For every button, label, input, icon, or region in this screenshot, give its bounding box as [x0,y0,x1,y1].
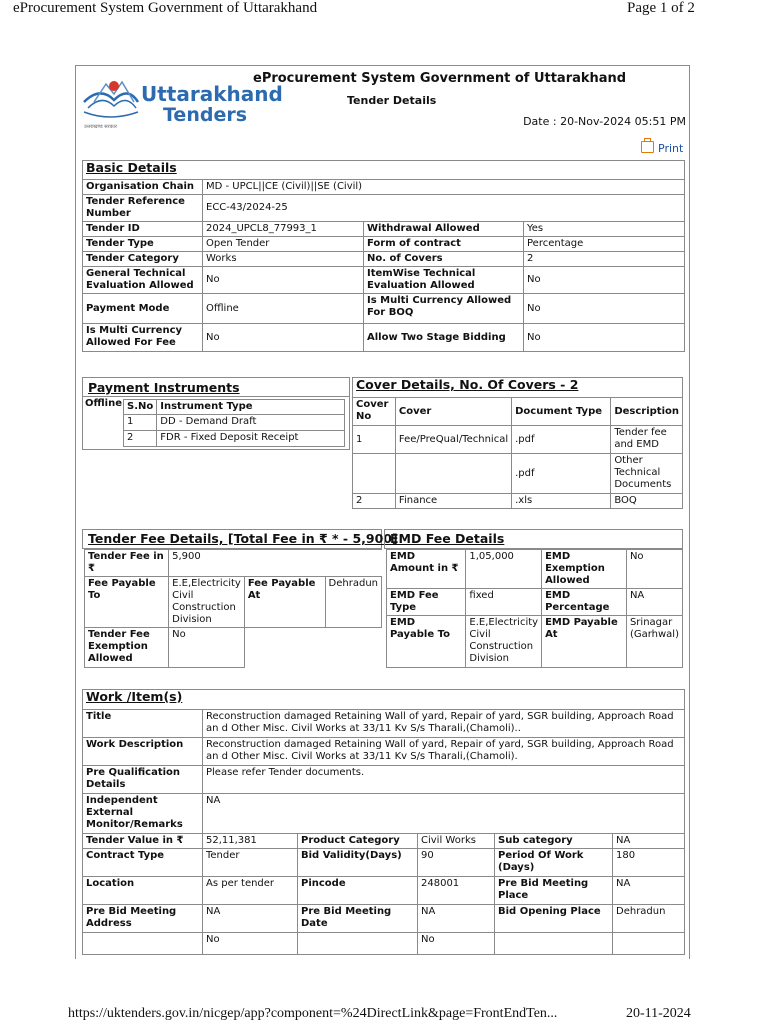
no-covers-label: No. of Covers [364,252,524,267]
pincode-label: Pincode [298,877,418,905]
gte-label: General Technical Evaluation Allowed [83,267,203,294]
cover-row-no: 1 [353,426,396,454]
col-document-type: Document Type [512,398,611,426]
cover-row-desc: BOQ [611,494,683,509]
pincode-value: 248001 [418,877,495,905]
multi-currency-boq-value: No [524,294,685,324]
ite-value: No [524,267,685,294]
last-row-value: No [203,933,298,955]
bid-opening-place-label: Bid Opening Place [495,905,613,933]
work-items-heading: Work /Item(s) [86,689,183,704]
emd-payable-at-value: Srinagar (Garhwal) [626,616,682,668]
pre-bid-date-value: NA [418,905,495,933]
tender-ref-label: Tender Reference Number [83,195,203,222]
cover-row-no: 2 [353,494,396,509]
tender-type-value: Open Tender [203,237,364,252]
brand-name-line2: Tenders [163,104,248,126]
pre-bid-address-value: NA [203,905,298,933]
print-link[interactable] [641,141,683,155]
pre-qualification-value: Please refer Tender documents. [203,766,685,794]
iem-label: Independent External Monitor/Remarks [83,794,203,834]
fee-payable-at-label: Fee Payable At [244,577,325,628]
col-cover-no: Cover No [353,398,396,426]
pre-qualification-label: Pre Qualification Details [83,766,203,794]
product-category-value: Civil Works [418,834,495,849]
cover-row-doc: .pdf [512,454,611,494]
basic-details-table [82,160,685,352]
print-page-number: Page 1 of 2 [627,0,695,16]
tender-value-value: 52,11,381 [203,834,298,849]
tender-category-label: Tender Category [83,252,203,267]
print-footer-date: 20-11-2024 [626,1006,691,1021]
form-contract-value: Percentage [524,237,685,252]
payment-instruments-heading: Payment Instruments [88,380,240,395]
cover-row-doc: .xls [512,494,611,509]
payment-mode-offline: Offline [85,398,122,409]
emd-exemption-label: EMD Exemption Allowed [542,550,627,589]
withdrawal-value: Yes [524,222,685,237]
two-stage-label: Allow Two Stage Bidding [364,324,524,352]
tender-fee-heading: Tender Fee Details, [Total Fee in ₹ * - 5,900] [88,531,398,546]
work-title-value: Reconstruction damaged Retaining Wall of yard, Repair of yard, SGR building, Approach Road an d Other Misc. Civil Works at 33/11 Kv S/s Tharali,(Chamoli).. [203,710,685,738]
tender-value-label: Tender Value in ₹ [83,834,203,849]
col-instrument-type: Instrument Type [157,400,345,415]
org-chain-label: Organisation Chain [83,180,203,195]
cover-details-heading: Cover Details, No. Of Covers - 2 [356,377,579,392]
print-footer-url: https://uktenders.gov.in/nicgep/app?component=%24DirectLink&page=FrontEndTen... [68,1006,558,1021]
period-work-value: 180 [613,849,685,877]
emd-fee-table [386,549,683,668]
tender-fee-table [84,549,382,668]
fee-payable-to-value: E.E,Electricity Civil Construction Division [169,577,245,628]
tender-category-value: Works [203,252,364,267]
tender-type-label: Tender Type [83,237,203,252]
bid-validity-label: Bid Validity(Days) [298,849,418,877]
iem-value: NA [203,794,685,834]
location-value: As per tender [203,877,298,905]
document-title: eProcurement System Government of Uttarakhand [253,71,627,86]
withdrawal-label: Withdrawal Allowed [364,222,524,237]
sub-category-label: Sub category [495,834,613,849]
emd-amount-value: 1,05,000 [466,550,542,589]
cover-row-cover [395,454,511,494]
cover-row-desc: Tender fee and EMD [611,426,683,454]
col-sno: S.No [124,400,157,415]
multi-currency-fee-value: No [203,324,364,352]
col-cover: Cover [395,398,511,426]
location-label: Location [83,877,203,905]
emd-percentage-value: NA [626,589,682,616]
tender-fee-value: 5,900 [169,550,382,577]
fee-payable-at-value: Dehradun [325,577,381,628]
bid-validity-value: 90 [418,849,495,877]
emd-fee-type-label: EMD Fee Type [387,589,466,616]
fee-exemption-value: No [169,628,245,668]
instrument-type: DD - Demand Draft [157,415,345,431]
tender-id-label: Tender ID [83,222,203,237]
pre-bid-address-label: Pre Bid Meeting Address [83,905,203,933]
cover-row-cover: Finance [395,494,511,509]
two-stage-value: No [524,324,685,352]
emd-fee-type-value: fixed [466,589,542,616]
work-description-value: Reconstruction damaged Retaining Wall of yard, Repair of yard, SGR building, Approach Road an d Other Misc. Civil Works at 33/11 Kv S/s Tharali,(Chamoli). [203,738,685,766]
instrument-table [123,399,345,447]
emd-exemption-value: No [626,550,682,589]
pre-bid-place-label: Pre Bid Meeting Place [495,877,613,905]
form-contract-label: Form of contract [364,237,524,252]
print-label: Print [658,142,684,155]
tender-ref-value: ECC-43/2024-25 [203,195,685,222]
sub-category-value: NA [613,834,685,849]
cover-row-no [353,454,396,494]
emd-percentage-label: EMD Percentage [542,589,627,616]
multi-currency-fee-label: Is Multi Currency Allowed For Fee [83,324,203,352]
payment-mode-label: Payment Mode [83,294,203,324]
brand-name-line1: Uttarakhand [141,82,283,106]
col-description: Description [611,398,683,426]
cover-row-desc: Other Technical Documents [611,454,683,494]
pre-bid-place-value: NA [613,877,685,905]
cover-row-doc: .pdf [512,426,611,454]
emd-payable-to-label: EMD Payable To [387,616,466,668]
multi-currency-boq-label: Is Multi Currency Allowed For BOQ [364,294,524,324]
work-description-label: Work Description [83,738,203,766]
printer-icon [641,141,654,153]
tender-id-value: 2024_UPCL8_77993_1 [203,222,364,237]
contract-type-label: Contract Type [83,849,203,877]
instrument-sno: 2 [124,431,157,447]
print-header-title: eProcurement System Government of Uttarakhand [13,0,318,16]
pre-bid-date-label: Pre Bid Meeting Date [298,905,418,933]
emd-payable-to-value: E.E,Electricity Civil Construction Division [466,616,542,668]
emd-fee-heading: EMD Fee Details [390,531,505,546]
work-items-table [82,689,685,955]
no-covers-value: 2 [524,252,685,267]
tender-fee-label: Tender Fee in ₹ [85,550,169,577]
bid-opening-place-value: Dehradun [613,905,685,933]
ite-label: ItemWise Technical Evaluation Allowed [364,267,524,294]
emd-amount-label: EMD Amount in ₹ [387,550,466,589]
brand-tagline: उत्तराखण्ड सरकार [84,124,117,130]
emd-payable-at-label: EMD Payable At [542,616,627,668]
product-category-label: Product Category [298,834,418,849]
contract-type-value: Tender [203,849,298,877]
fee-payable-to-label: Fee Payable To [85,577,169,628]
last-row-value: No [418,933,495,955]
cover-row-cover: Fee/PreQual/Technical [395,426,511,454]
org-chain-value: MD - UPCL||CE (Civil)||SE (Civil) [203,180,685,195]
instrument-type: FDR - Fixed Deposit Receipt [157,431,345,447]
document-subtitle: Tender Details [347,94,437,107]
period-work-label: Period Of Work (Days) [495,849,613,877]
work-title-label: Title [83,710,203,738]
fee-exemption-label: Tender Fee Exemption Allowed [85,628,169,668]
instrument-sno: 1 [124,415,157,431]
basic-details-heading: Basic Details [86,160,177,175]
gte-value: No [203,267,364,294]
payment-mode-value: Offline [203,294,364,324]
document-date: Date : 20-Nov-2024 05:51 PM [523,115,686,128]
cover-details-table [352,377,683,509]
